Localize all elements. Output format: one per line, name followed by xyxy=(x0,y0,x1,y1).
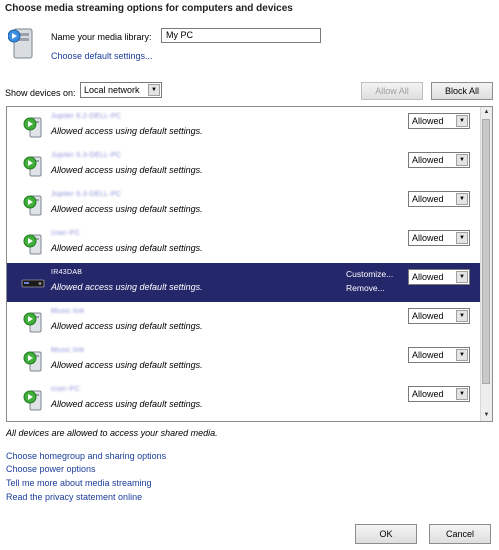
access-value: Allowed xyxy=(412,272,444,282)
access-value: Allowed xyxy=(412,350,444,360)
radio-device-icon xyxy=(21,271,45,295)
chevron-down-icon: ▼ xyxy=(456,193,468,205)
device-row-selected[interactable] xyxy=(7,263,481,302)
access-value: Allowed xyxy=(412,389,444,399)
allow-all-button[interactable]: Allow All xyxy=(361,82,423,100)
network-select-value: Local network xyxy=(84,85,140,95)
scroll-down-icon[interactable]: ▼ xyxy=(483,412,490,418)
all-allowed-message: All devices are allowed to access your shared media. xyxy=(6,428,218,438)
device-name: User-PC xyxy=(51,386,80,393)
chevron-down-icon: ▼ xyxy=(148,84,160,96)
library-name-label: Name your media library: xyxy=(51,32,152,42)
device-name: User-PC xyxy=(51,230,80,237)
chevron-down-icon: ▼ xyxy=(456,349,468,361)
power-options-link[interactable]: Choose power options xyxy=(6,464,96,474)
access-select[interactable] xyxy=(408,152,470,168)
media-pc-icon xyxy=(21,193,45,217)
network-select[interactable] xyxy=(80,82,162,98)
media-library-icon xyxy=(8,26,38,60)
cancel-button[interactable]: Cancel xyxy=(429,524,491,544)
device-row[interactable] xyxy=(7,224,481,263)
device-status: Allowed access using default settings. xyxy=(51,243,203,253)
access-value: Allowed xyxy=(412,116,444,126)
device-row[interactable] xyxy=(7,146,481,185)
device-name: Jupiter 6.2-DELL-PC xyxy=(51,113,122,120)
access-select[interactable] xyxy=(408,347,470,363)
access-select[interactable] xyxy=(408,191,470,207)
access-select[interactable] xyxy=(408,269,470,285)
device-row[interactable] xyxy=(7,107,481,146)
device-status: Allowed access using default settings. xyxy=(51,360,203,370)
choose-default-settings-link[interactable]: Choose default settings... xyxy=(51,51,153,61)
chevron-down-icon: ▼ xyxy=(456,388,468,400)
access-value: Allowed xyxy=(412,194,444,204)
media-pc-icon xyxy=(21,349,45,373)
customize-link[interactable]: Customize... xyxy=(346,269,394,279)
chevron-down-icon: ▼ xyxy=(456,232,468,244)
device-list xyxy=(6,106,493,422)
page-title: Choose media streaming options for computers and devices xyxy=(5,3,293,14)
library-name-input[interactable]: My PC xyxy=(161,28,321,43)
scroll-thumb[interactable] xyxy=(482,119,490,384)
device-status: Allowed access using default settings. xyxy=(51,321,203,331)
show-devices-label: Show devices on: xyxy=(5,88,76,98)
media-pc-icon xyxy=(21,232,45,256)
device-row[interactable] xyxy=(7,380,481,419)
chevron-down-icon: ▼ xyxy=(456,310,468,322)
media-pc-icon xyxy=(21,388,45,412)
ok-button[interactable]: OK xyxy=(355,524,417,544)
block-all-button[interactable]: Block All xyxy=(431,82,493,100)
device-name: Jupiter 6.3-DELL-PC xyxy=(51,191,122,198)
device-status: Allowed access using default settings. xyxy=(51,126,203,136)
remove-link[interactable]: Remove... xyxy=(346,283,385,293)
device-name: Music link xyxy=(51,347,85,354)
access-select[interactable] xyxy=(408,113,470,129)
device-status: Allowed access using default settings. xyxy=(51,399,203,409)
access-value: Allowed xyxy=(412,233,444,243)
list-scrollbar[interactable] xyxy=(480,107,492,421)
privacy-statement-link[interactable]: Read the privacy statement online xyxy=(6,492,143,502)
access-select[interactable] xyxy=(408,386,470,402)
chevron-down-icon: ▼ xyxy=(456,115,468,127)
device-row[interactable] xyxy=(7,302,481,341)
access-value: Allowed xyxy=(412,155,444,165)
chevron-down-icon: ▼ xyxy=(456,154,468,166)
access-value: Allowed xyxy=(412,311,444,321)
scroll-up-icon[interactable]: ▲ xyxy=(483,109,490,115)
device-status: Allowed access using default settings. xyxy=(51,204,203,214)
device-name: Jupiter 6.3-DELL-PC xyxy=(51,152,122,159)
media-pc-icon xyxy=(21,310,45,334)
device-status: Allowed access using default settings. xyxy=(51,282,203,292)
homegroup-link[interactable]: Choose homegroup and sharing options xyxy=(6,451,167,461)
device-row[interactable] xyxy=(7,341,481,380)
device-name: IR43DAB xyxy=(51,269,83,276)
tell-me-more-link[interactable]: Tell me more about media streaming xyxy=(6,478,152,488)
device-name: Music link xyxy=(51,308,85,315)
device-status: Allowed access using default settings. xyxy=(51,165,203,175)
access-select[interactable] xyxy=(408,230,470,246)
chevron-down-icon: ▼ xyxy=(456,271,468,283)
media-pc-icon xyxy=(21,115,45,139)
access-select[interactable] xyxy=(408,308,470,324)
device-row[interactable] xyxy=(7,185,481,224)
media-pc-icon xyxy=(21,154,45,178)
